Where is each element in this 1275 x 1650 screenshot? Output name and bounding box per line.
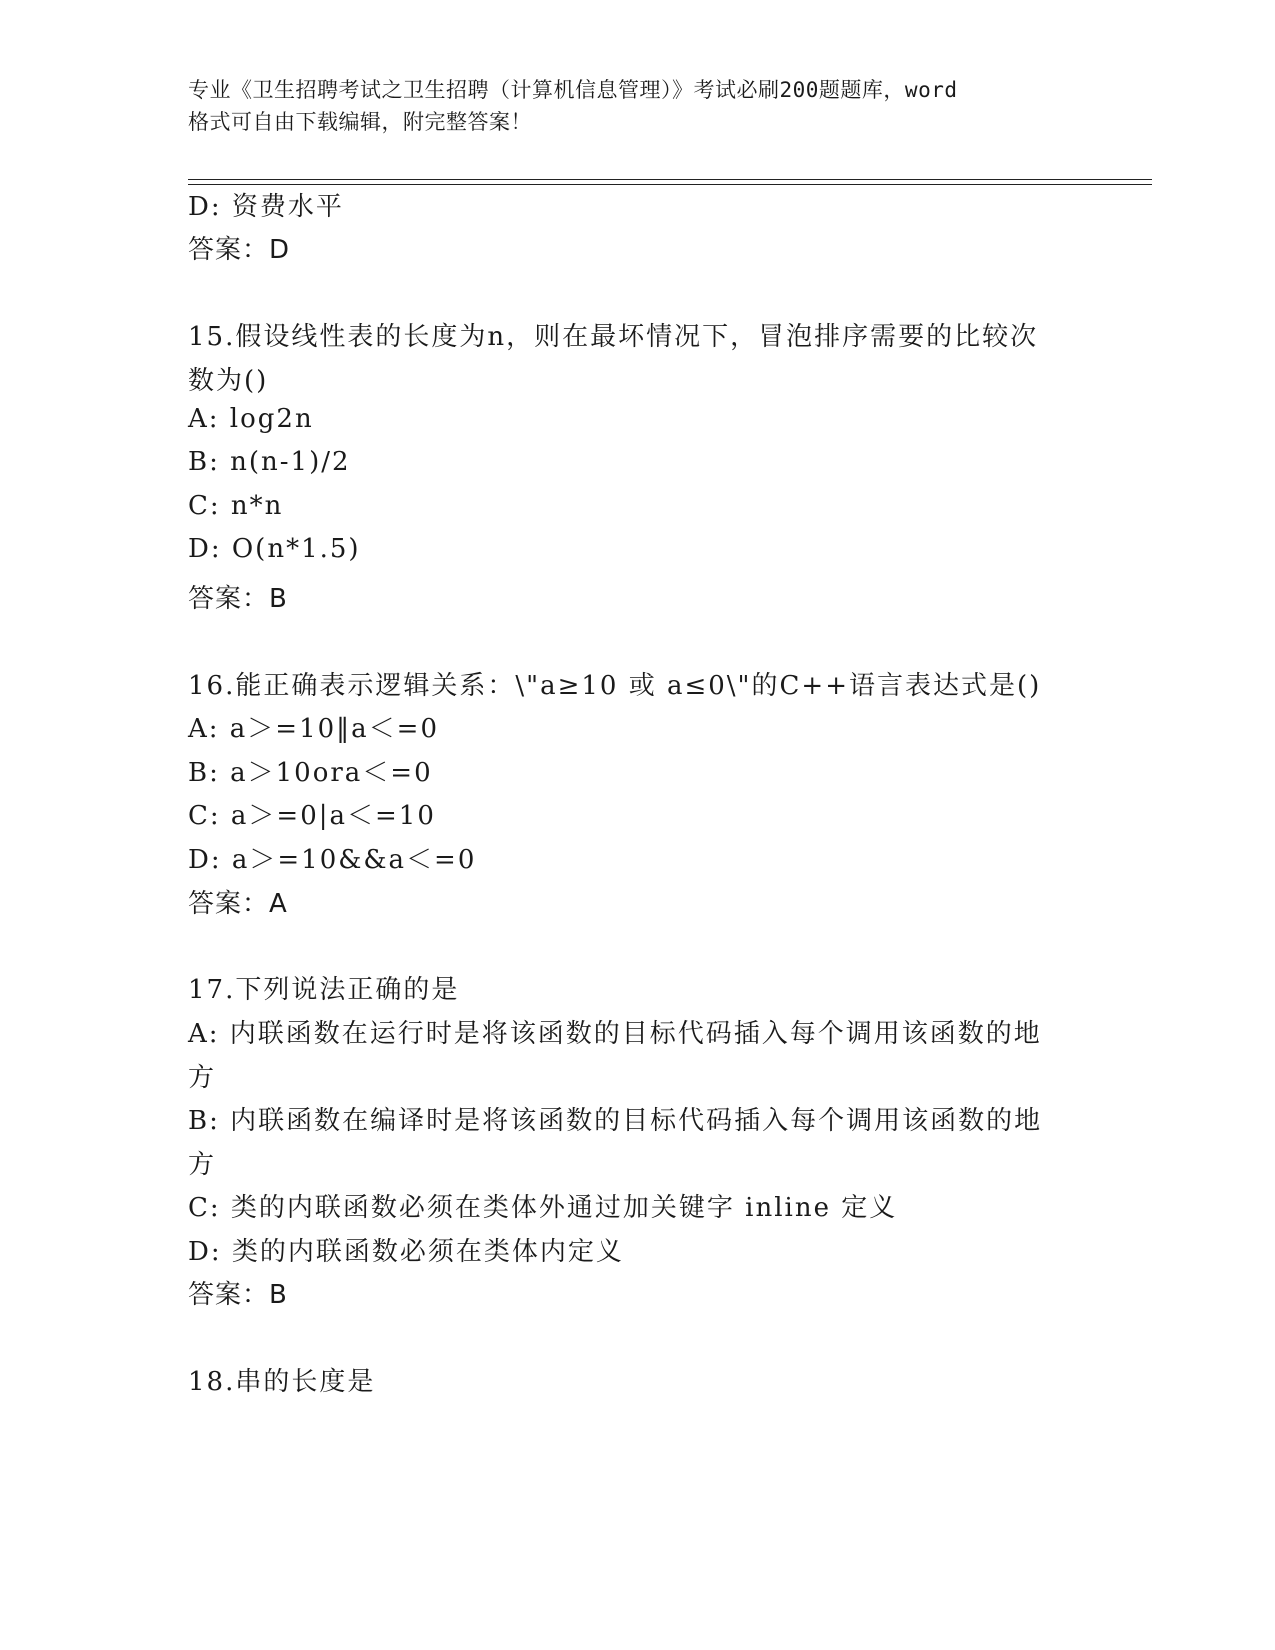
q16-stem: 16.能正确表示逻辑关系：\"a≥10 或 a≤0\"的C++语言表达式是() <box>188 671 1042 701</box>
q18-stem: 18.串的长度是 <box>188 1367 376 1397</box>
q17-option-a-line-2: 方 <box>188 1063 217 1093</box>
q17-option-b-line-2: 方 <box>188 1150 217 1180</box>
q17-option-c: C: 类的内联函数必须在类体外通过加关键字 inline 定义 <box>188 1193 898 1223</box>
q15-answer: 答案：B <box>188 584 288 614</box>
q15-option-c: C: n*n <box>188 491 284 521</box>
q15-option-b: B: n(n-1)/2 <box>188 447 351 477</box>
q17-answer: 答案：B <box>188 1280 288 1310</box>
q15-option-d: D: O(n*1.5) <box>188 534 361 564</box>
header-divider-top <box>188 179 1152 180</box>
q16-answer: 答案：A <box>188 889 288 919</box>
q16-option-d: D: a＞=10&&a＜=0 <box>188 845 477 875</box>
q17-option-b-line-1: B: 内联函数在编译时是将该函数的目标代码插入每个调用该函数的地 <box>188 1106 1043 1136</box>
header-title-line-1: 专业《卫生招聘考试之卫生招聘（计算机信息管理）》考试必刷200题题库，word <box>188 78 958 102</box>
q16-option-a: A: a＞=10‖a＜=0 <box>188 714 439 744</box>
q17-stem: 17.下列说法正确的是 <box>188 975 460 1005</box>
q15-option-a: A: log2n <box>188 404 314 434</box>
prev-answer: 答案：D <box>188 235 291 265</box>
document-header <box>188 74 1088 138</box>
prev-option-d: D: 资费水平 <box>188 192 344 222</box>
q15-stem-line-1: 15.假设线性表的长度为n，则在最坏情况下，冒泡排序需要的比较次 <box>188 322 1039 352</box>
q16-option-b: B: a＞10ora＜=0 <box>188 758 433 788</box>
q17-option-d: D: 类的内联函数必须在类体内定义 <box>188 1237 624 1267</box>
q17-option-a-line-1: A: 内联函数在运行时是将该函数的目标代码插入每个调用该函数的地 <box>188 1019 1042 1049</box>
q16-option-c: C: a＞=0|a＜=10 <box>188 801 436 831</box>
header-title-line-2: 格式可自由下载编辑，附完整答案！ <box>188 110 532 134</box>
q15-stem-line-2: 数为() <box>188 366 269 396</box>
header-divider-bottom <box>188 184 1152 185</box>
